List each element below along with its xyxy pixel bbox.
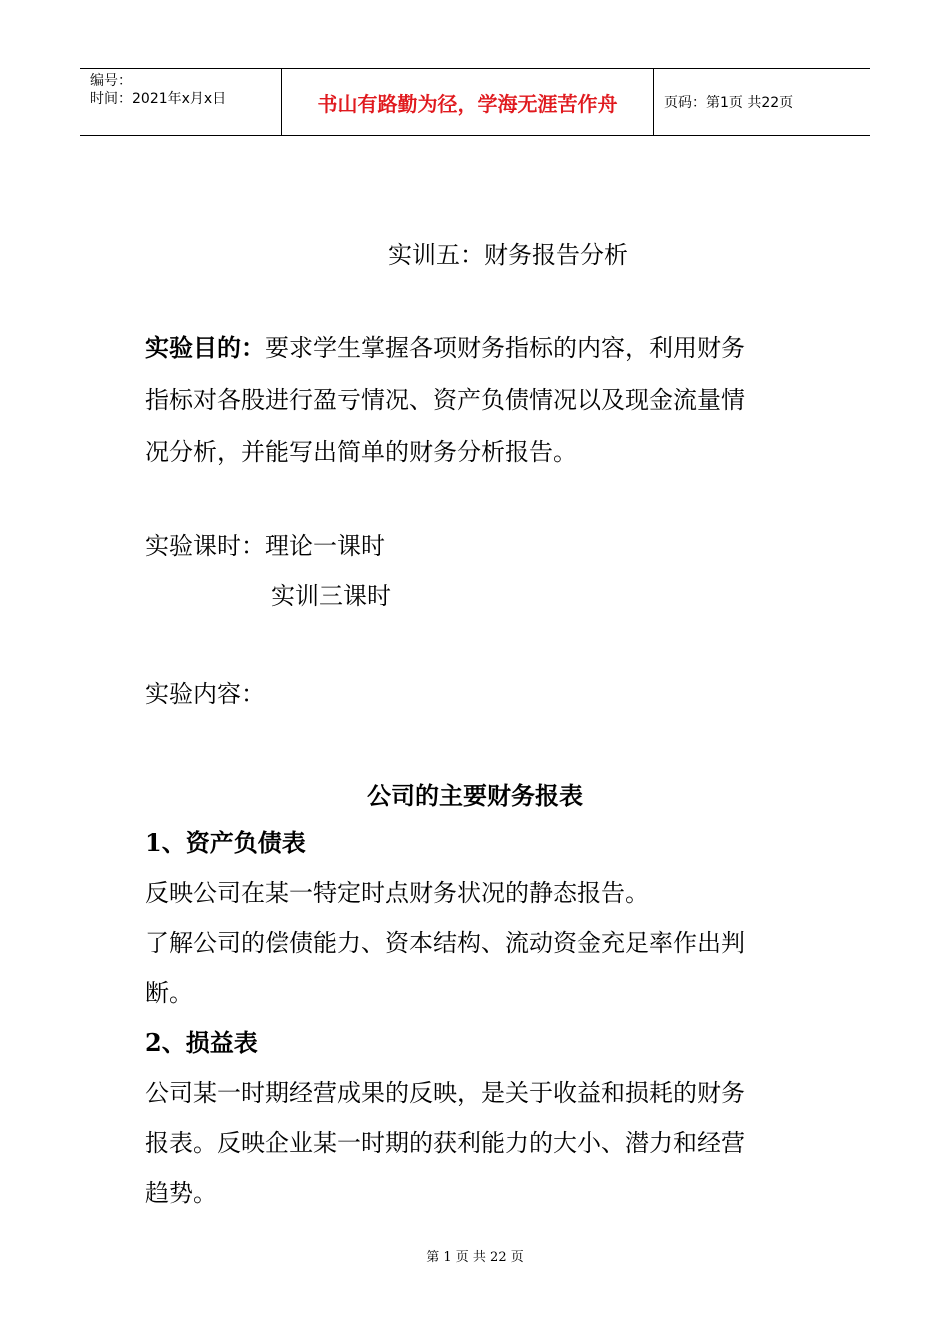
document-title: 实训五：财务报告分析 xyxy=(388,241,628,269)
purpose-label: 实验目的： xyxy=(145,334,265,362)
purpose-text-line-3: 况分析，并能写出简单的财务分析报告。 xyxy=(145,438,577,466)
hours-practice: 实训三课时 xyxy=(271,582,391,610)
document-number-label: 编号： xyxy=(90,73,132,89)
page-footer: 第 1 页 共 22 页 xyxy=(426,1250,524,1265)
content-label: 实验内容： xyxy=(145,680,265,708)
hours-paragraph xyxy=(145,520,825,572)
item-line: 公司某一时期经营成果的反映，是关于收益和损耗的财务 xyxy=(145,1079,745,1107)
header-page-info: 页码：第1页 共22页 xyxy=(664,95,794,111)
hours-practice-line xyxy=(271,570,950,622)
page-header xyxy=(80,68,870,136)
hours-label: 实验课时： xyxy=(145,532,265,560)
statements-list xyxy=(145,818,825,1218)
section-title: 公司的主要财务报表 xyxy=(367,781,583,810)
item-line: 反映公司在某一特定时点财务状况的静态报告。 xyxy=(145,879,649,907)
hours-theory: 理论一课时 xyxy=(265,532,385,560)
header-meta-cell xyxy=(80,69,282,135)
header-motto: 书山有路勤为径，学海无涯苦作舟 xyxy=(282,69,654,135)
item-line: 报表。反映企业某一时期的获利能力的大小、潜力和经营 xyxy=(145,1129,745,1157)
item-line: 断。 xyxy=(145,979,193,1007)
document-time-label: 时间：2021年x月x日 xyxy=(90,91,227,107)
item-line: 了解公司的偿债能力、资本结构、流动资金充足率作出判 xyxy=(145,929,745,957)
item-line: 趋势。 xyxy=(145,1179,217,1207)
purpose-text-line-1: 要求学生掌握各项财务指标的内容，利用财务 xyxy=(265,334,745,362)
purpose-paragraph xyxy=(145,322,825,478)
item-heading: 2、损益表 xyxy=(145,1028,258,1057)
item-heading: 1、资产负债表 xyxy=(145,828,306,857)
purpose-text-line-2: 指标对各股进行盈亏情况、资产负债情况以及现金流量情 xyxy=(145,386,745,414)
